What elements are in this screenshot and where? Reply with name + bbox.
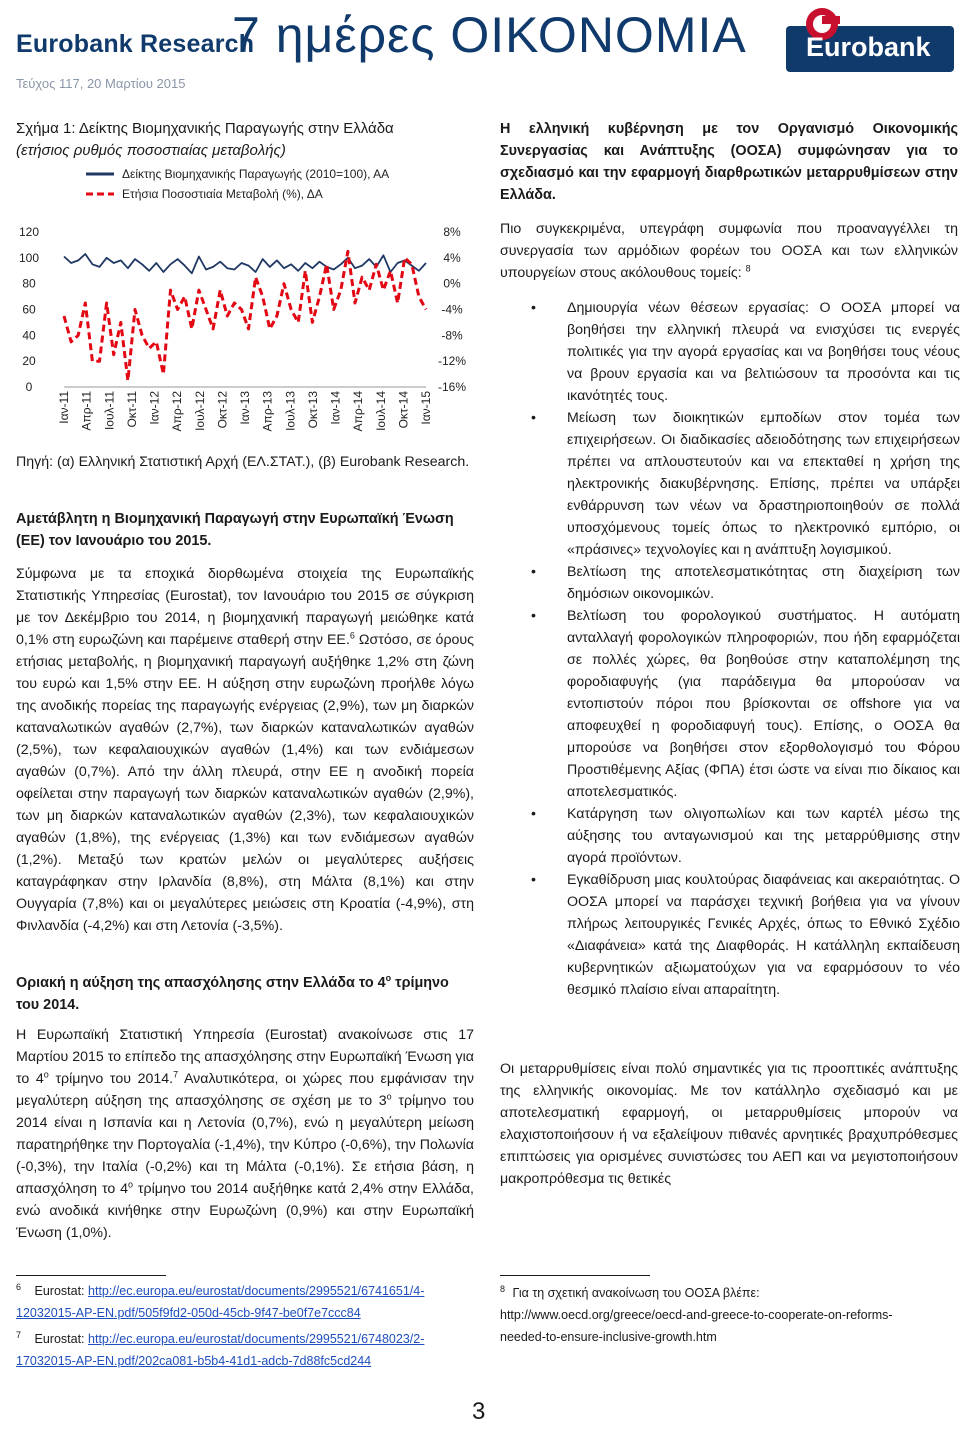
brand-name: Eurobank Research: [16, 30, 255, 58]
x-tick-label: Οκτ-13: [305, 391, 320, 429]
figure-title: [16, 118, 476, 162]
x-tick-label: Οκτ-14: [396, 391, 411, 429]
footnote-ref-8[interactable]: 8: [745, 263, 751, 274]
x-tick-label: Ιουλ-14: [373, 391, 388, 431]
legend-label: Δείκτης Βιομηχανικής Παραγωγής (2010=100), ΑΑ: [122, 167, 390, 181]
footnote-6-link-cont[interactable]: 12032015-AP-EN.pdf/505f9fd2-050d-45cb-9f47-be0f7e7ccc84: [16, 1306, 361, 1320]
list-item: • Μείωση των διοικητικών εμποδίων στον τομέα των επιχειρήσεων. Οι διαδικασίες αδειοδότησης των επιχειρήσεων πρέπει να απλουστευτούν και να επεκταθεί η χρήση της ηλεκτρονικής διακυβέρνησης. Επίσης, πρέπει να υπάρξει ενθάρρυνση των νέων να δραστηριοποιηθούν σε πολλά υποσχόμενους τομείς όπως το ηλεκτρονικό εμπόριο, οι «πράσινες» τεχνολογίες και η ανάπτυξη λογισμικού.: [500, 407, 960, 561]
issue-info: Τεύχος 117, 20 Μαρτίου 2015: [16, 76, 186, 91]
oecd-reform-list: [500, 297, 960, 1001]
page-number: 3: [472, 1398, 486, 1425]
list-item: • Εγκαθίδρυση μιας κουλτούρας διαφάνειας και ακεραιότητας. Ο ΟΟΣΑ μπορεί να παράσχει τεχνική βοήθεια για να γίνουν πλήρως λειτουργικές Γενικές Αρχές, όπως το Εθνικό Σχέδιο «Διαφάνεια» κατά της Διαφθοράς. Η κατάλληλη εκπαίδευση κυβερνητικών αξιωματούχων για να εφαρμόσουν το νέο θεσμικό πλαίσιο είναι απαραίτητη.: [500, 869, 960, 1001]
x-tick-label: Οκτ-11: [124, 391, 139, 428]
y-left-tick-label: 80: [22, 276, 36, 291]
bullet-icon: •: [531, 564, 536, 580]
x-tick-label: Ιαν-14: [328, 391, 343, 425]
oecd-closing-paragraph: Οι μεταρρυθμίσεις είναι πολύ σημαντικές για τις προοπτικές ανάπτυξης της ελληνικής οικονομίας. Με τον κατάλληλο σχεδιασμό και με αποτελεσματική εφαρμογή, οι μεταρρυθμίσεις μπορούν να ελαχιστοποιήσουν ή να εξαλείψουν πιθανές αρνητικές βραχυπρόθεσμες επιπτώσεις για ορισμένες συνιστώσες του ΑΕΠ και να μεγιστοποιήσουν μακροπρόθεσμα τις θετικές: [500, 1061, 958, 1187]
figure-source: Πηγή: (α) Ελληνική Στατιστική Αρχή (ΕΛ.ΣΤΑΤ.), (β) Eurobank Research.: [16, 454, 470, 470]
series-line-annual-change: [64, 251, 426, 380]
oecd-paragraph: Πιο συγκεκριμένα, υπεγράφη συμφωνία που προαναγγέλλει τη συνεργασία των αρμόδιων φορέων του ΟΟΣΑ και των ελληνικών υπουργείων στους ακόλουθους τομείς: $^8$: [500, 221, 958, 281]
bullet-icon: •: [531, 608, 536, 624]
x-tick-label: Απρ-13: [260, 391, 275, 432]
paragraph-employment: Η Ευρωπαϊκή Στατιστική Υπηρεσία (Eurostat) ανακοίνωσε στις 17 Μαρτίου 2015 το επίπεδο της απασχόλησης στην Ευρωπαϊκή Ένωση για το $4^o$ τρίμηνο του 2014.$^7$ Αναλυτικότερα, οι χώρες που εμφάνισαν την μεγαλύτερη αύξηση της απασχόλησης σε σχέση με το $3^o$ τρίμηνο του 2014 είναι η Ισπανία και η Λετονία (0,7%), ενώ η μεγαλύτερη μείωση παρατηρήθηκε την Πορτογαλία (-1,4%), την Κύπρο (-0,6%), την Πολωνία (-0,3%), την Ιταλία (-0,2%) και τη Μάλτα (-0,1%). Σε ετήσια βάση, η απασχόληση το $4^o$ τρίμηνο του 2014 αυξήθηκε κατά 2,4% στην Ελλάδα, ενώ ανοδικά κινήθηκε στην Ευρωζώνη (0,9%) και στην Ευρωπαϊκή Ένωση (1,0%).: [16, 1027, 474, 1241]
y-right-tick-label: -12%: [437, 354, 467, 369]
x-tick-label: Ιουλ-12: [192, 391, 207, 431]
bullet-icon: •: [531, 410, 536, 426]
x-tick-label: Ιουλ-11: [102, 391, 117, 431]
footnote-divider-right: [500, 1275, 650, 1276]
legend-label: Ετήσια Ποσοστιαία Μεταβολή (%), ΔΑ: [122, 187, 323, 201]
footnote-divider-left: [16, 1275, 166, 1276]
x-tick-label: Απρ-14: [351, 391, 366, 432]
paragraph-industrial-production: Σύμφωνα με τα εποχικά διορθωμένα στοιχεία της Ευρωπαϊκής Στατιστικής Υπηρεσίας (Eurostat), τον Ιανουάριο του 2015 σε σύγκριση με τον Δεκέμβριο του 2014, η βιομηχανική παραγωγή μειώθηκε κατά 0,1% στη ευρωζώνη και παρέμεινε σταθερή στην ΕΕ.$^6$ Ωστόσο, σε όρους ετήσιας μεταβολής, η βιομηχανική παραγωγή αυξήθηκε 1,2% στη ζώνη του ευρώ και 1,5% στην ΕΕ. Η αύξηση στην ευρωζώνη προήλθε λόγω της ανοδικής πορείας της παραγωγής ενέργειας (2,9%), των μη διαρκών καταναλωτικών αγαθών (2,7%), των διαρκών καταναλωτικών αγαθών (2,5%), των κεφαλαιουχικών αγαθών (1,4%) και των ενδιάμεσων αγαθών (0,7%). Από την άλλη πλευρά, στην ΕΕ η ανοδική πορεία οφείλεται στην παραγωγή των διαρκών καταναλωτικών αγαθών (2,9%), των μη διαρκών καταναλωτικών αγαθών (2,3%), των κεφαλαιουχικών αγαθών (1,8%), της ενέργειας (1,3%) και των ενδιάμεσων αγαθών (1,2%). Μεταξύ των κρατών μελών οι μεγαλύτερες αυξήσεις καταγράφηκαν στην Ιρλανδία (8,8%), στη Μάλτα (8,1%) και στην Ουγγαρία (7,8%) και οι μεγαλύτερες μειώσεις στη Κροατία (-4,9%), στη Φινλανδία (-4,2%) και στη Λετονία (-3,5%).: [16, 566, 475, 934]
y-right-tick-label: 4%: [443, 250, 461, 265]
list-item: • Δημιουργία νέων θέσεων εργασίας: Ο ΟΟΣΑ μπορεί να βοηθήσει την ελληνική πλευρά να ενισχύσει τις ενεργές πολιτικές για την αγορά εργασίας και να βοηθήσει τους νέους να βρουν εργασία και να βελτιώσουν τα προσόντα και τις ικανότητές τους.: [500, 297, 960, 407]
y-right-tick-label: -16%: [437, 380, 467, 394]
figure-subtitle: (ετήσιος ρυθμός ποσοστιαίας μεταβολής): [16, 142, 286, 159]
footnote-7-link-cont[interactable]: 17032015-AP-EN.pdf/202ca081-b5b4-41d1-adcb-7d88fc5cd244: [16, 1354, 372, 1368]
footnote-ref-7[interactable]: 7: [173, 1069, 179, 1080]
bullet-icon: •: [531, 872, 536, 888]
y-left-tick-label: 100: [18, 250, 40, 265]
logo-label: Eurobank: [806, 32, 931, 62]
x-tick-label: Ιαν-12: [147, 391, 162, 425]
industrial-production-chart: [14, 162, 484, 452]
x-tick-label: Ιαν-15: [419, 391, 433, 425]
y-left-tick-label: 60: [22, 302, 36, 317]
footnote-7-link[interactable]: http://ec.europa.eu/eurostat/documents/2995521/6748023/2-: [88, 1332, 425, 1346]
x-tick-label: Ιουλ-13: [283, 391, 298, 431]
magazine-title: 7 ημέρες ΟΙΚΟΝΟΜΙΑ: [232, 7, 747, 63]
y-left-tick-label: 20: [22, 354, 36, 369]
list-item: • Βελτίωση της αποτελεσματικότητας στη διαχείριση των δημόσιων οικονομικών.: [500, 561, 960, 605]
x-tick-label: Απρ-12: [170, 391, 185, 432]
footnote-8-link[interactable]: http://www.oecd.org/greece/oecd-and-greece-to-cooperate-on-reforms-: [500, 1308, 893, 1322]
footnote-6-link[interactable]: http://ec.europa.eu/eurostat/documents/2995521/6741651/4-: [88, 1284, 425, 1298]
figure-title-main: Σχήμα 1: Δείκτης Βιομηχανικής Παραγωγής στην Ελλάδα: [16, 120, 394, 137]
footnote-6: $^6$ Eurostat: http://ec.europa.eu/eurostat/documents/2995521/6741651/4- 12032015-AP-EN.pdf/505f9fd2-050d-45cb-9f47-be0f7e7ccc84: [16, 1281, 425, 1320]
y-left-tick-label: 0: [25, 380, 33, 394]
y-right-tick-label: 0%: [443, 276, 461, 291]
page-header: [0, 0, 960, 100]
x-tick-label: Ιαν-13: [238, 391, 252, 425]
y-left-tick-label: 120: [18, 225, 40, 239]
footnote-8: $^8$ Για τη σχετική ανακοίνωση του ΟΟΣΑ βλέπε: http://www.oecd.org/greece/oecd-and-greece-to-cooperate-on-reforms- needed-to-ensure-inclusive-growth.htm: [500, 1283, 893, 1344]
y-left-tick-label: 40: [22, 328, 36, 343]
x-tick-label: Ιαν-11: [57, 391, 71, 424]
oecd-intro: Η ελληνική κυβέρνηση με τον Οργανισμό Οικονομικής Συνεργασίας και Ανάπτυξης (ΟΟΣΑ) συμφώνησαν για το σχεδιασμό και την εφαρμογή διαρθρωτικών μεταρρυθμίσεων στην Ελλάδα.: [500, 121, 958, 203]
footnote-8-link-cont[interactable]: needed-to-ensure-inclusive-growth.htm: [500, 1330, 717, 1344]
y-right-tick-label: 8%: [443, 225, 461, 239]
x-tick-label: Οκτ-12: [215, 391, 230, 429]
x-tick-label: Απρ-11: [79, 391, 94, 431]
series-line-index: [64, 254, 426, 273]
list-item: • Βελτίωση του φορολογικού συστήματος. Η αυτόματη ανταλλαγή φορολογικών πληροφοριών, που ήδη εφαρμόζεται σε πολλές χώρες, θα βοηθούσε στην καταπολέμηση της φοροδιαφυγής (για παράδειγμα θα μπορούσαν να εντοπιστούν πόροι που βρίσκονται σε offshore για να αποφευχθεί η φοροδιαφυγή τους). Επίσης, ο ΟΟΣΑ θα μπορούσε να βοηθήσει στον εξορθολογισμό του Φόρου Προστιθέμενης Αξίας (ΦΠΑ) έτσι ώστε να είναι πιο δίκαιος και αποτελεσματικός.: [500, 605, 960, 803]
footnote-7: $^7$ Eurostat: http://ec.europa.eu/eurostat/documents/2995521/6748023/2- 17032015-AP-EN.pdf/202ca081-b5b4-41d1-adcb-7d88fc5cd244: [16, 1329, 425, 1368]
y-right-tick-label: -4%: [441, 302, 463, 317]
footnote-ref-6[interactable]: 6: [349, 630, 355, 641]
heading-industrial-production: Αμετάβλητη η Βιομηχανική Παραγωγή στην Ευρωπαϊκή Ένωση (ΕΕ) τον Ιανουάριο του 2015.: [16, 511, 454, 549]
heading-employment: Οριακή η αύξηση της απασχόλησης στην Ελλάδα το $4^o$ τρίμηνο του 2014.: [16, 973, 449, 1013]
y-right-tick-label: -8%: [441, 328, 463, 343]
bullet-icon: •: [531, 806, 536, 822]
list-item: • Κατάργηση των ολιγοπωλίων και των καρτέλ μέσω της αύξησης του ανταγωνισμού και της μεταρρύθμισης στην αγορά προϊόντων.: [500, 803, 960, 869]
bullet-icon: •: [531, 300, 536, 316]
